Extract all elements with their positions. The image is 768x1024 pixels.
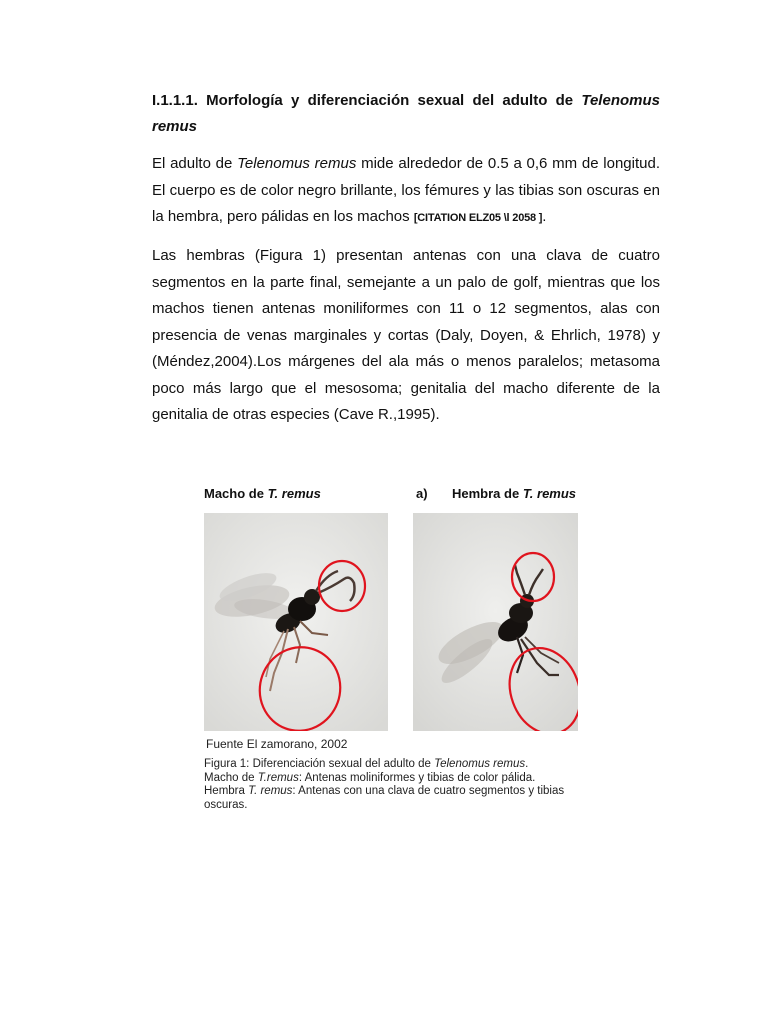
- female-wasp-photo: [413, 513, 578, 731]
- caption-line-3: [204, 785, 609, 812]
- heading-species: Telenomus remus: [152, 92, 660, 135]
- caption-line-1: [204, 758, 609, 772]
- male-wasp-image: [204, 513, 388, 731]
- heading-text: I.1.1.1. Morfología y diferenciación sexual del adulto de: [152, 92, 582, 109]
- caption-species: T. remus: [248, 785, 293, 797]
- female-label-species: T. remus: [522, 486, 577, 501]
- male-figure-label: [204, 486, 321, 501]
- male-label-species: T. remus: [267, 486, 321, 501]
- caption-line-2: [204, 772, 609, 786]
- section-heading: [152, 88, 660, 140]
- caption-text: : Antenas con una clava de cuatro segmentos y tibias oscuras.: [204, 785, 565, 811]
- figure-caption: [204, 758, 609, 812]
- female-figure-marker: a): [416, 486, 428, 501]
- caption-text: : Antenas moliniformes y tibias de color pálida.: [298, 771, 536, 784]
- caption-species: Telenomus remus: [434, 758, 526, 770]
- paragraph-2: Las hembras (Figura 1) presentan antenas con una clava de cuatro segmentos en la parte final, semejante a un palo de golf, mientras que los machos tienen antenas moniliformes con 11 o 12 segmentos, alas con presencia de venas marginales y cortas (Daly, Doyen, & Ehrlich, 1978) y (Méndez,2004).Los márgenes del ala más o menos paralelos; metasoma poco más largo que el mesosoma; genitalia del macho diferente de la genitalia de otras especies (Cave R.,1995).: [152, 247, 660, 423]
- female-label-text: Hembra de: [452, 486, 523, 501]
- paragraph-1-text-a: El adulto de: [152, 155, 238, 172]
- caption-text: .: [525, 758, 529, 770]
- paragraph-1-text-b: mide alrededor de 0.5 a 0,6 mm de longitud. El cuerpo es de color negro brillante, los fémures y las tibias son oscuras en la hembra, pero pálidas en los machos: [152, 155, 660, 225]
- paragraph-1-species: Telenomus remus: [237, 155, 357, 172]
- male-label-text: Macho de: [204, 486, 268, 501]
- female-figure-label: [452, 486, 576, 501]
- caption-text: Macho de: [204, 771, 258, 784]
- male-wasp-photo: [204, 513, 388, 731]
- caption-species: T.remus: [257, 771, 299, 784]
- caption-text: Hembra: [204, 785, 249, 797]
- paragraph-1-text-c: .: [542, 208, 547, 225]
- female-wasp-image: [413, 513, 578, 731]
- citation-field: [CITATION ELZ05 \l 2058 ]: [413, 212, 543, 224]
- figure-source: Fuente El zamorano, 2002: [206, 737, 348, 751]
- caption-text: Figura 1: Diferenciación sexual del adulto de: [204, 758, 435, 770]
- paragraph-1: [152, 151, 660, 232]
